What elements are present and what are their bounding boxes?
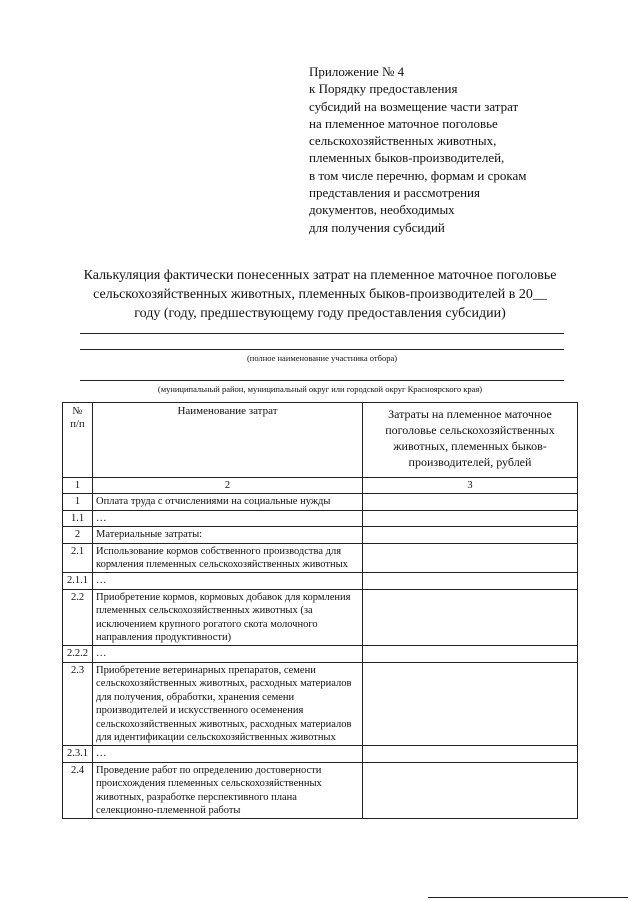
costs-table	[62, 402, 578, 819]
row-number: 1.1	[63, 510, 93, 526]
page-edge-line	[428, 897, 628, 898]
title-line: Калькуляция фактически понесенных затрат на племенное маточное поголовье	[83, 268, 557, 283]
annex-line: в том числе перечню, формам и срокам	[309, 167, 527, 183]
row-number: 1	[63, 494, 93, 510]
table-row	[63, 527, 578, 543]
table-row	[63, 762, 578, 819]
table-row	[63, 573, 578, 589]
row-number: 2.2	[63, 589, 93, 646]
row-cost-cell[interactable]	[363, 543, 578, 573]
annex-line: представления и рассмотрения	[309, 185, 480, 201]
row-name: Использование кормов собственного производства для кормления племенных сельскохозяйственных животных	[93, 543, 363, 573]
row-cost-cell[interactable]	[363, 573, 578, 589]
row-cost-cell[interactable]	[363, 589, 578, 646]
title-line: сельскохозяйственных животных, племенных быков-производителей в 20__	[93, 287, 547, 302]
row-number: 2.1.1	[63, 573, 93, 589]
title-line: году (году, предшествующему году предоставления субсидии)	[134, 306, 506, 321]
row-name: …	[93, 510, 363, 526]
annex-line: племенных быков-производителей,	[309, 150, 505, 166]
row-cost-cell[interactable]	[363, 527, 578, 543]
row-number: 2	[63, 527, 93, 543]
row-cost-cell[interactable]	[363, 494, 578, 510]
table-row	[63, 662, 578, 745]
row-number: 2.2.2	[63, 646, 93, 662]
row-name: …	[93, 573, 363, 589]
row-number: 2.3	[63, 662, 93, 745]
row-cost-cell[interactable]	[363, 662, 578, 745]
row-cost-cell[interactable]	[363, 510, 578, 526]
row-name: Приобретение ветеринарных препаратов, семени сельскохозяйственных животных, расходных материалов для получения, обработки, хранения семени производителей и искусственного осеменения сельскохозяйственных животных, расходных материалов для идентификации сельскохозяйственных животных	[93, 662, 363, 745]
column-number: 2	[93, 478, 363, 494]
annex-reference	[309, 63, 609, 236]
row-name: Приобретение кормов, кормовых добавок для кормления племенных сельскохозяйственных животных (за исключением крупного рогатого скота молочного направления продуктивности)	[93, 589, 363, 646]
participant-blank-line-1[interactable]	[80, 333, 564, 334]
column-number: 1	[63, 478, 93, 494]
annex-line: Приложение № 4	[309, 64, 405, 79]
table-header-row	[63, 403, 578, 478]
annex-line: сельскохозяйственных животных,	[309, 133, 497, 149]
annex-line: к Порядку предоставления	[309, 81, 458, 97]
row-name: Проведение работ по определению достоверности происхождения племенных сельскохозяйственных животных, разработке перспективного плана селекционно-племенной работы	[93, 762, 363, 819]
row-name: Оплата труда с отчислениями на социальные нужды	[93, 494, 363, 510]
table-row	[63, 646, 578, 662]
header-cost: Затраты на племенное маточное поголовье сельскохозяйственных животных, племенных быков-производителей, рублей	[363, 403, 578, 478]
column-number: 3	[363, 478, 578, 494]
header-name: Наименование затрат	[93, 403, 363, 478]
annex-line: для получения субсидий	[309, 219, 445, 235]
annex-line: документов, необходимых	[309, 202, 455, 218]
document-title	[40, 266, 600, 323]
row-number: 2.1	[63, 543, 93, 573]
table-row	[63, 494, 578, 510]
table-row	[63, 543, 578, 573]
table-row	[63, 510, 578, 526]
row-number: 2.4	[63, 762, 93, 819]
row-name: Материальные затраты:	[93, 527, 363, 543]
table-row	[63, 589, 578, 646]
row-cost-cell[interactable]	[363, 646, 578, 662]
row-cost-cell[interactable]	[363, 762, 578, 819]
row-name: …	[93, 746, 363, 762]
annex-line: субсидий на возмещение части затрат	[309, 98, 519, 114]
row-cost-cell[interactable]	[363, 746, 578, 762]
row-number: 2.3.1	[63, 746, 93, 762]
participant-blank-line-2[interactable]	[80, 349, 564, 350]
participant-caption: (полное наименование участника отбора)	[246, 353, 398, 363]
header-number: № п/п	[63, 403, 93, 478]
territory-blank-line[interactable]	[80, 380, 564, 381]
table-row	[63, 746, 578, 762]
row-name: …	[93, 646, 363, 662]
annex-line: на племенное маточное поголовье	[309, 115, 498, 131]
column-number-row	[63, 478, 578, 494]
territory-caption: (муниципальный район, муниципальный округ или городской округ Красноярского края)	[157, 384, 483, 394]
